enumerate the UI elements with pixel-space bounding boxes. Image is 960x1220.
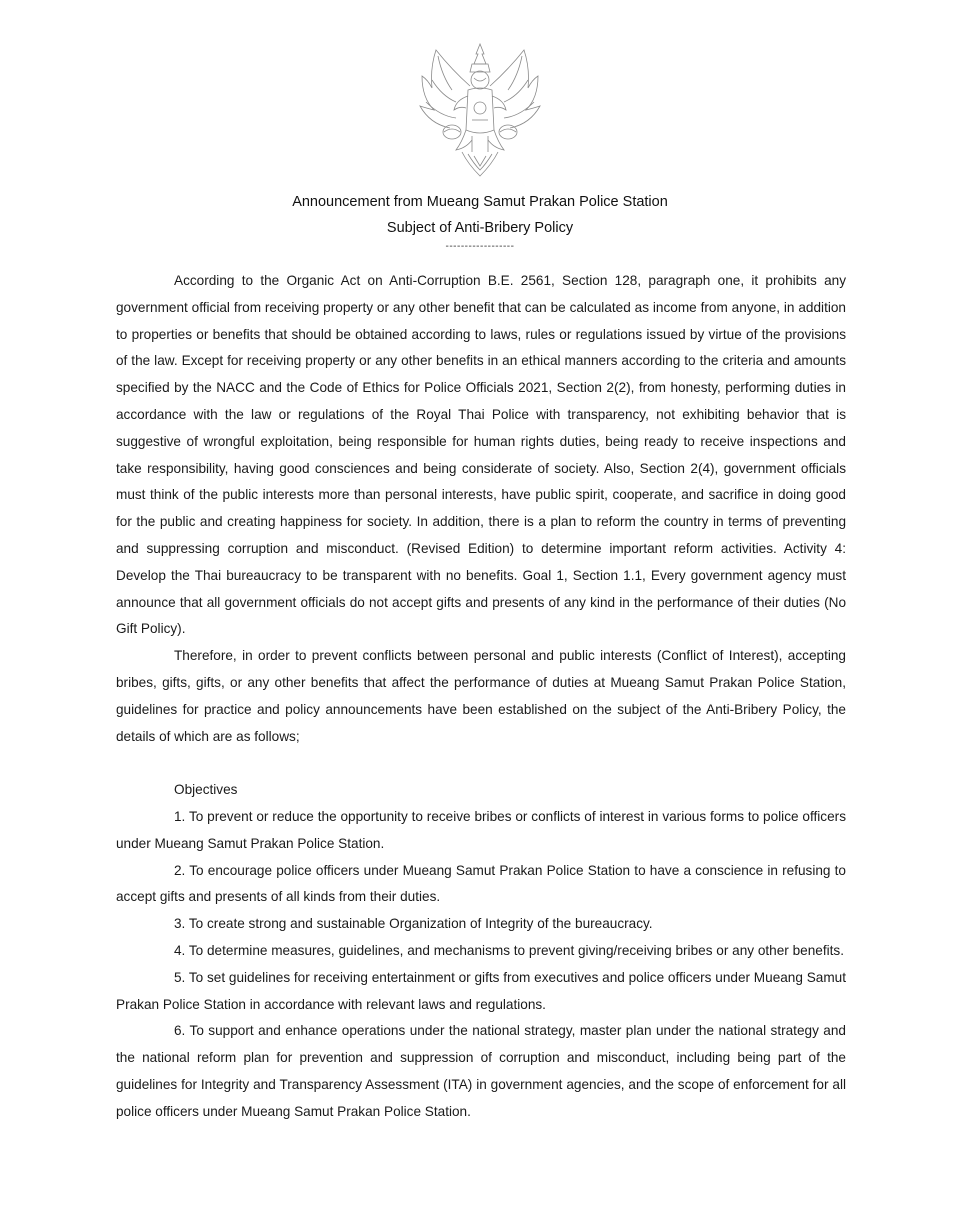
garuda-emblem-icon [412,40,548,180]
document-title: Announcement from Mueang Samut Prakan Police Station [292,194,668,210]
paragraph-intro: According to the Organic Act on Anti-Corruption B.E. 2561, Section 128, paragraph one, it prohibits any government official from receiving property or any other benefit that can be calculated as income from anyone, in addition to properties or benefits that should be obtained according to laws, rules or regulations issued by virtue of the provisions of the law. Except for receiving property or any other benefits in an ethical manners according to the criteria and amounts specified by the NACC and the Code of Ethics for Police Officials 2021, Section 2(2), from honesty, performing duties in accordance with the law or regulations of the Royal Thai Police with transparency, not exhibiting behavior that is suggestive of wrongful exploitation, being responsible for human rights duties, being ready to receive inspections and take responsibility, having good consciences and being considerate of society. Also, Section 2(4), government officials must think of the public interests more than personal interests, have public spirit, cooperate, and sacrifice in doing good for the public and creating happiness for society. In addition, there is a plan to reform the country in terms of preventing and suppressing corruption and misconduct. (Revised Edition) to determine important reform activities. Activity 4: Develop the Thai bureaucracy to be transparent with no benefits. Goal 1, Section 1.1, Every government agency must announce that all government officials do not accept gifts and presents of any kind in the performance of their duties (No Gift Policy). [116,273,846,637]
objective-item: 3. To create strong and sustainable Organization of Integrity of the bureaucracy. [174,916,653,932]
objectives-heading: Objectives [174,782,238,798]
document-subject: Subject of Anti-Bribery Policy [386,220,574,236]
objective-item: 6. To support and enhance operations under the national strategy, master plan under the national strategy and the national reform plan for prevention and suppression of corruption and misconduct, including being part of the guidelines for Integrity and Transparency Assessment (ITA) in government agencies, and the scope of enforcement for all police officers under Mueang Samut Prakan Police Station. [116,1023,846,1119]
objective-item: 1. To prevent or reduce the opportunity to receive bribes or conflicts of interest in various forms to police officers under Mueang Samut Prakan Police Station. [116,808,846,851]
objective-item: 4. To determine measures, guidelines, and mechanisms to prevent giving/receiving bribes or any other benefits. [174,942,844,958]
paragraph-therefore: Therefore, in order to prevent conflicts between personal and public interests (Conflict of Interest), accepting bribes, gifts, gifts, or any other benefits that affect the performance of duties at Mueang Samut Prakan Police Station, guidelines for practice and policy announcements have been established on the subject of the Anti-Bribery Policy, the details of which are as follows; [116,648,846,744]
objective-item: 2. To encourage police officers under Mueang Samut Prakan Police Station to have a conscience in refusing to accept gifts and presents of all kinds from their duties. [116,862,846,905]
document-header [0,189,960,253]
document-body [116,268,846,1126]
section-spacer [116,750,846,777]
title-separator: ------------------ [445,241,515,252]
objective-item: 5. To set guidelines for receiving entertainment or gifts from executives and police officers under Mueang Samut Prakan Police Station in accordance with relevant laws and regulations. [116,969,846,1012]
